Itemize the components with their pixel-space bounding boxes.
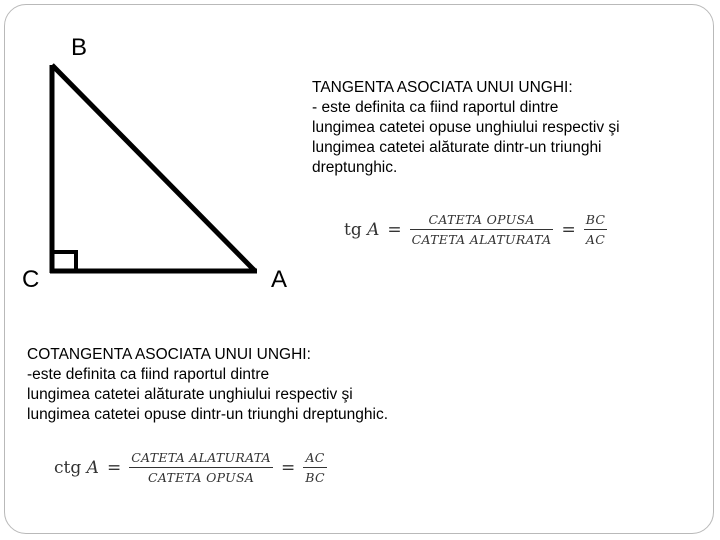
vertex-label-b: B	[71, 34, 88, 61]
equals-sign: =	[561, 219, 576, 240]
cotangent-definition	[27, 345, 388, 425]
hypotenuse-ab	[52, 65, 255, 271]
formula-function: ctg A	[54, 457, 99, 478]
tangent-text-line: lungimea catetei opuse unghiului respectiv şi	[312, 119, 620, 136]
fraction-numerator: BC	[585, 212, 606, 227]
vertex-label-a: A	[271, 266, 288, 293]
segment-fraction	[584, 212, 608, 247]
fraction-denominator: CATETA OPUSA	[147, 470, 255, 485]
fraction-denominator: CATETA ALATURATA	[411, 232, 552, 247]
fraction-bar	[303, 467, 327, 468]
tangent-heading: TANGENTA ASOCIATA UNUI UNGHI:	[312, 79, 573, 96]
equals-sign: =	[281, 457, 296, 478]
fraction-bar	[129, 467, 273, 468]
segment-fraction	[303, 450, 327, 485]
tangent-text-line: - este definita ca fiind raportul dintre	[312, 99, 559, 116]
fraction-bar	[410, 229, 554, 230]
fraction-denominator: BC	[305, 470, 325, 485]
tangent-definition	[312, 78, 620, 178]
cotangent-text-line: lungimea catetei opuse dintr-un triunghi dreptunghic.	[27, 406, 389, 423]
equals-sign: =	[387, 219, 402, 240]
equals-sign: =	[106, 457, 122, 478]
fraction-bar	[584, 229, 608, 230]
fraction-denominator: AC	[585, 232, 606, 247]
right-angle-mark	[54, 252, 76, 271]
word-fraction	[129, 450, 273, 485]
word-fraction	[410, 212, 554, 247]
fraction-numerator: CATETA OPUSA	[428, 212, 535, 227]
fraction-numerator: CATETA ALATURATA	[131, 450, 271, 465]
fraction-numerator: AC	[305, 450, 325, 465]
formula-function: tg A	[344, 219, 380, 240]
tangent-text-line: dreptunghic.	[312, 159, 398, 176]
cotangent-text-line: lungimea catetei alăturate unghiului respectiv şi	[27, 386, 353, 403]
tangent-text-line: lungimea catetei alăturate dintr-un triunghi	[312, 139, 602, 156]
vertex-label-c: C	[22, 266, 40, 293]
cotangent-formula	[54, 450, 331, 485]
cotangent-text-line: -este definita ca fiind raportul dintre	[27, 366, 270, 383]
tangent-formula	[344, 212, 611, 247]
cotangent-heading: COTANGENTA ASOCIATA UNUI UNGHI:	[27, 346, 311, 363]
